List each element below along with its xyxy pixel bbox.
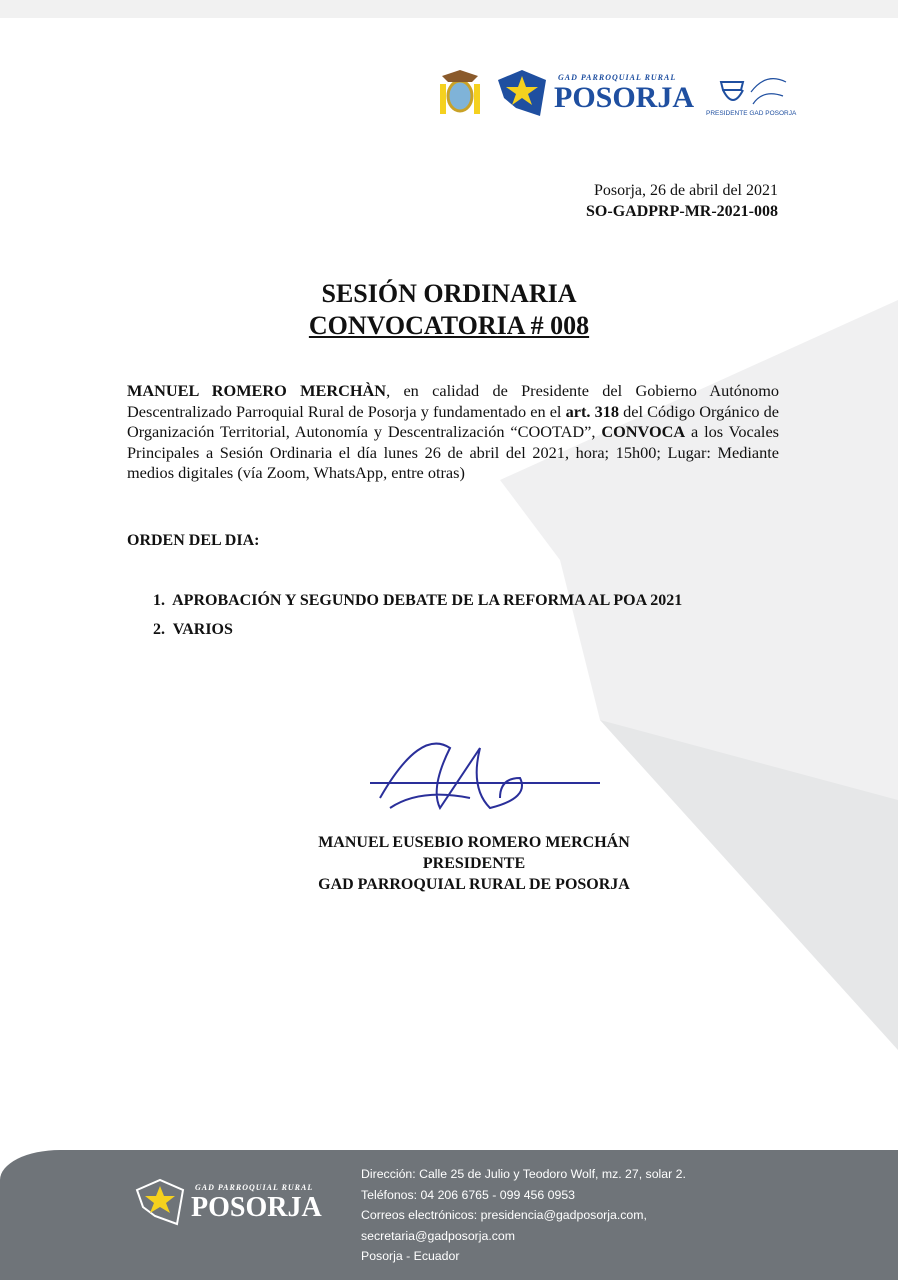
- star-shield-icon: [135, 1178, 185, 1228]
- footer: [0, 1150, 898, 1280]
- place-date: Posorja, 26 de abril del 2021: [594, 182, 778, 199]
- body-text-3: a los Vocales Principales a Sesión Ordinaria el día lunes 26 de abril del 2021, hora; 15h00; Lugar: Mediante medios digitales (vía Zoom, WhatsApp, entre otras): [127, 422, 780, 483]
- footer-email-2: secretaria@gadposorja.com: [361, 1228, 515, 1243]
- body-paragraph: [127, 381, 779, 484]
- president-logo: [706, 72, 796, 117]
- body-art: art. 318: [565, 401, 619, 421]
- document-title: [0, 278, 898, 342]
- signer-block: [0, 832, 898, 895]
- body-convoca: CONVOCA: [601, 422, 686, 442]
- footer-logo: [135, 1178, 322, 1228]
- footer-org-small: GAD PARROQUIAL RURAL: [195, 1183, 314, 1193]
- title-line2: CONVOCATORIA # 008: [308, 311, 590, 340]
- signer-name: MANUEL EUSEBIO ROMERO MERCHÁN: [318, 834, 630, 851]
- body-text-2: del Código Orgánico de Organización Territorial, Autonomía y Descentralización “COOTAD”,: [127, 401, 779, 442]
- orden-heading: ORDEN DEL DIA:: [127, 532, 260, 549]
- place-date-block: [586, 180, 778, 222]
- footer-email-1: Correos electrónicos: presidencia@gadposorja.com,: [361, 1208, 647, 1222]
- footer-contact: [361, 1164, 686, 1267]
- header-logos: [436, 66, 796, 122]
- president-portrait-icon: [711, 72, 791, 110]
- footer-phones: Teléfonos: 04 206 6765 - 099 456 0953: [361, 1187, 576, 1202]
- signature: [350, 728, 610, 824]
- body-text-1: , en calidad de Presidente del Gobierno Autónomo Descentralizado Parroquial Rural de Posorja y fundamentado en el: [127, 381, 779, 421]
- orden-list: [153, 592, 682, 650]
- title-line1: SESIÓN ORDINARIA: [321, 279, 577, 308]
- body-name: MANUEL ROMERO MERCHÀN: [127, 381, 387, 400]
- signer-role: PRESIDENTE: [422, 855, 526, 872]
- president-caption: PRESIDENTE GAD POSORJA: [706, 109, 797, 117]
- list-item: 2. VARIOS: [153, 621, 233, 638]
- footer-location: Posorja - Ecuador: [361, 1249, 460, 1263]
- org-small-text: GAD PARROQUIAL RURAL: [558, 73, 677, 83]
- star-shield-icon: [496, 68, 548, 120]
- footer-org-big: POSORJA: [191, 1191, 322, 1223]
- signer-org: GAD PARROQUIAL RURAL DE POSORJA: [318, 876, 630, 893]
- reference-number: SO-GADPRP-MR-2021-008: [586, 203, 778, 220]
- gad-logo: [496, 68, 694, 120]
- ecuador-coat-of-arms-icon: [436, 66, 484, 122]
- list-item: 1. APROBACIÓN Y SEGUNDO DEBATE DE LA REFORMA AL POA 2021: [153, 592, 683, 609]
- footer-address: Dirección: Calle 25 de Julio y Teodoro Wolf, mz. 27, solar 2.: [361, 1167, 686, 1181]
- org-big-text: POSORJA: [554, 81, 695, 115]
